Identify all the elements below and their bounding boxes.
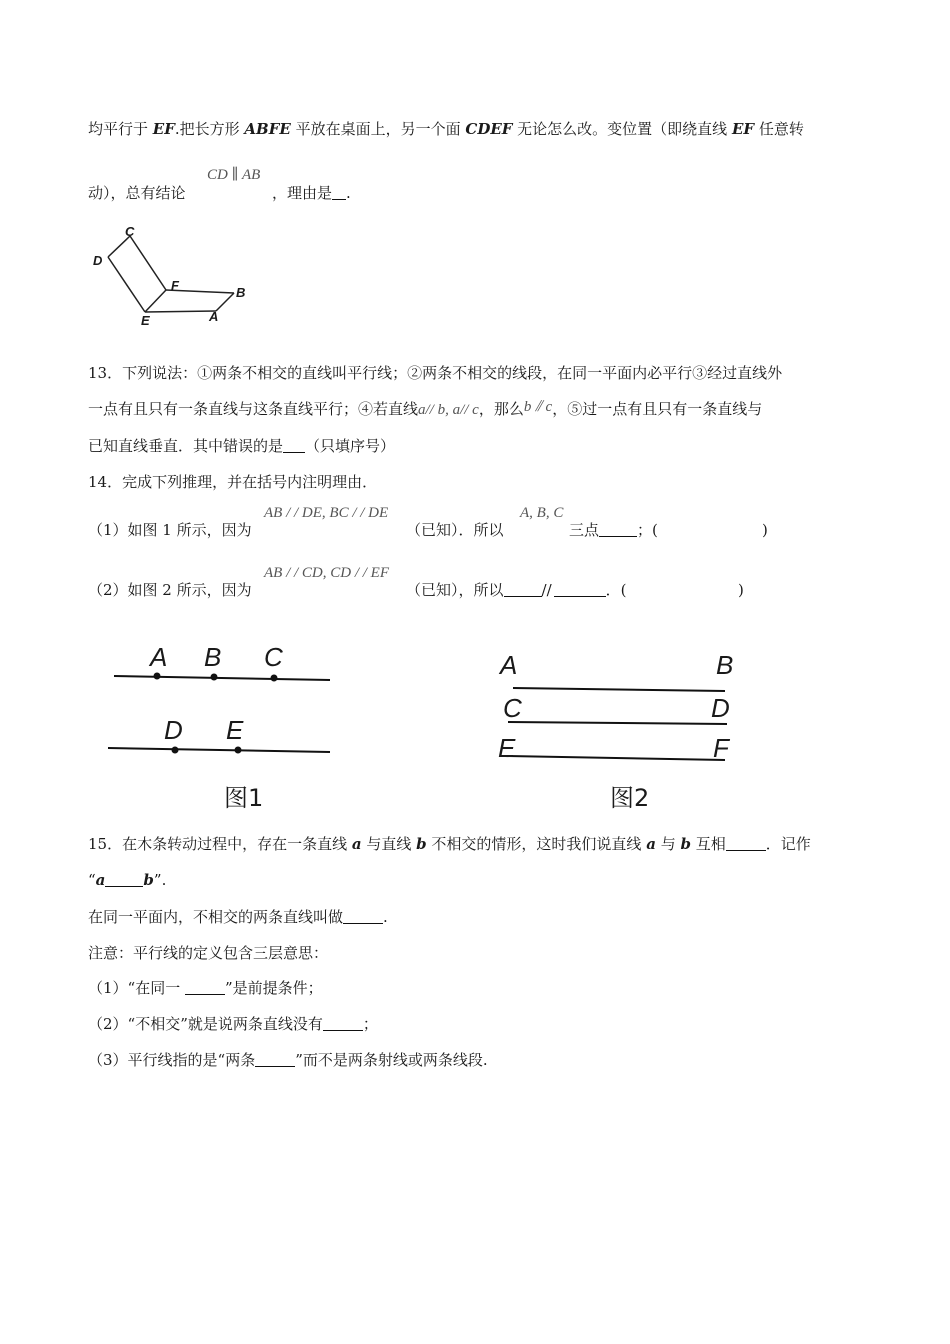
q14-p1-b: （已知）．所以 — [406, 521, 504, 539]
fig2-label-f: F — [713, 733, 729, 763]
q12-text-4: 无论怎么改。变位置（即绕直线 — [512, 120, 732, 138]
q15-text-a: 15．在木条转动过程中，存在一条直线 — [88, 835, 352, 853]
q12-edge-cf — [130, 236, 166, 290]
q13-line2 — [88, 399, 762, 420]
q14-p2-b — [406, 580, 626, 600]
q15-var-a-2: a — [646, 835, 656, 853]
q15-text-b: 与直线 — [361, 835, 417, 853]
q13-line3 — [88, 436, 395, 456]
q14-p1-open-paren: ；( — [637, 521, 658, 539]
fig2-label-a: A — [500, 650, 518, 680]
fig1-point-d — [172, 747, 179, 754]
q12-edge-ef — [145, 290, 166, 312]
fig1-point-b — [211, 674, 218, 681]
q12-edge-ea — [145, 311, 216, 312]
q15-var-b: b — [416, 835, 427, 853]
q15-line4: 注意：平行线的定义包含三层意思： — [88, 944, 329, 962]
q14-p1-blank[interactable] — [599, 522, 637, 537]
q12-var-ef: EF — [152, 120, 175, 138]
q13-text-e: （只填序号） — [305, 437, 396, 455]
q15-var-b-2: b — [680, 835, 691, 853]
q12-label-b: B — [236, 285, 246, 300]
q15-line3-end: . — [383, 908, 388, 926]
q14-p1-c — [569, 520, 658, 540]
q15-blank-3[interactable] — [343, 909, 383, 924]
q15-text-d: 与 — [655, 835, 681, 853]
fig1-point-a — [154, 673, 161, 680]
q13-answer-blank[interactable] — [283, 438, 305, 453]
q15-line7-text: （3）平行线指的是“两条 — [88, 1051, 256, 1069]
q15-close-quote: ”. — [153, 871, 167, 889]
fig1-label-a: A — [150, 642, 168, 672]
fig2-label-d: D — [711, 693, 730, 723]
q15-blank-6[interactable] — [255, 1052, 295, 1067]
q15-line6-text: （2）“不相交”就是说两条直线没有 — [88, 1015, 323, 1033]
q15-blank-5[interactable] — [323, 1016, 363, 1031]
q15-line6 — [88, 1014, 378, 1034]
q12-var-ef-2: EF — [731, 120, 755, 138]
fig2-line-ef — [505, 756, 725, 760]
fig1-label-d: D — [164, 715, 183, 745]
q15-text-c: 不相交的情形，这时我们说直线 — [426, 835, 647, 853]
q14-p1-a: （1）如图 1 所示，因为 — [88, 521, 252, 539]
fig2-line-cd — [508, 722, 727, 724]
q12-label-d: D — [93, 253, 103, 268]
q12-text-3: 平放在桌面上，另一个面 — [290, 120, 466, 138]
q14-p1-e: ) — [762, 521, 768, 539]
q12-text-1: 均平行于 — [88, 120, 153, 138]
q14-p2-math1: AB / / CD, CD / / EF — [264, 565, 389, 581]
q12-text-2: .把长方形 — [174, 120, 245, 138]
q13-text-a: 一点有且只有一条直线与这条直线平行；④若直线 — [88, 400, 419, 418]
q15-blank-4[interactable] — [185, 980, 225, 995]
q15-var-a: a — [351, 835, 362, 853]
fig2-label-e: E — [498, 733, 516, 763]
q12-var-abfe: ABFE — [244, 120, 291, 138]
q15-line2 — [88, 870, 166, 890]
q12-edge-ab — [216, 293, 234, 311]
q15-line6-end: ； — [362, 1015, 378, 1033]
q15-line5-text: （1）“在同一 — [88, 979, 185, 997]
q15-line3 — [88, 907, 388, 927]
fig1-caption: 图1 — [224, 784, 264, 812]
q12-label-c: C — [125, 224, 135, 239]
q12-line2-a: 动），总有结论 — [88, 184, 186, 202]
q15-blank-1[interactable] — [726, 836, 766, 851]
q15-line7 — [88, 1050, 488, 1070]
figure-2-drawing — [495, 680, 745, 770]
q15-notation-b: b — [143, 871, 154, 889]
q14-title: 14．完成下列推理，并在括号内注明理由． — [88, 473, 378, 491]
figure-1-drawing — [100, 660, 340, 760]
q13-text-b: ，那么 — [478, 400, 524, 418]
fig1-line-bottom — [108, 748, 330, 752]
q12-formula: CD ∥ AB — [207, 167, 261, 183]
fig2-line-ab — [513, 688, 725, 691]
q15-line7-end: ”而不是两条射线或两条线段. — [295, 1051, 488, 1069]
q12-reason-label: ，理由是 — [272, 184, 333, 202]
q13-math-2: b ⫽ c — [523, 399, 553, 415]
q12-label-a: A — [209, 309, 219, 324]
q14-p1-three-points: 三点 — [569, 521, 600, 539]
q14-p1-math1: AB / / DE, BC / / DE — [264, 505, 389, 521]
q12-line2-b — [272, 183, 351, 203]
q15-line3-text: 在同一平面内，不相交的两条直线叫做 — [88, 908, 344, 926]
fig2-label-b: B — [716, 650, 734, 680]
fig1-point-e — [235, 747, 242, 754]
q12-label-f: F — [171, 278, 179, 293]
q12-answer-blank[interactable] — [332, 185, 346, 200]
q13-line1: 13．下列说法：①两条不相交的直线叫平行线；②两条不相交的线段，在同一平面内必平行③经过直线外 — [88, 364, 783, 382]
fig1-label-c: C — [264, 642, 283, 672]
q15-blank-2[interactable] — [105, 872, 143, 887]
q14-p2-blank-1[interactable] — [504, 582, 542, 597]
fig1-line-top — [114, 676, 330, 680]
fig2-caption: 图2 — [610, 784, 650, 812]
fig2-label-c: C — [503, 693, 522, 723]
q14-p1-math2: A, B, C — [520, 505, 564, 521]
q14-p2-d: ) — [738, 581, 744, 599]
fig1-label-e: E — [226, 715, 244, 745]
q15-line1 — [88, 834, 811, 854]
q12-label-e: E — [141, 313, 150, 328]
q12-var-cdef: CDEF — [465, 120, 513, 138]
q12-edge-dc — [108, 236, 130, 257]
q15-notation-a: a — [95, 871, 106, 889]
q15-line5 — [88, 978, 323, 998]
q13-math-1: a// b, a// c — [418, 402, 479, 418]
q14-p2-blank-2[interactable] — [554, 582, 606, 597]
q14-p2-so: （已知），所以 — [406, 581, 504, 599]
q14-p2-parallel: // — [541, 581, 552, 599]
q13-text-c: ，⑤过一点有且只有一条直线与 — [552, 400, 763, 418]
q12-edge-de — [108, 257, 145, 312]
q14-p2-a: （2）如图 2 所示，因为 — [88, 581, 252, 599]
fig1-point-c — [271, 675, 278, 682]
q15-open-quote: “ — [88, 871, 96, 889]
q13-text-d: 已知直线垂直．其中错误的是 — [88, 437, 284, 455]
q14-p2-open-paren: ．( — [605, 581, 627, 599]
q15-text-f: ．记作 — [765, 835, 811, 853]
fig1-label-b: B — [204, 642, 222, 672]
q15-text-e: 互相 — [690, 835, 726, 853]
q15-line5-end: ”是前提条件； — [224, 979, 323, 997]
q12-line1 — [88, 119, 804, 139]
q12-text-5: 任意转 — [754, 120, 804, 138]
q12-period: . — [346, 184, 351, 202]
